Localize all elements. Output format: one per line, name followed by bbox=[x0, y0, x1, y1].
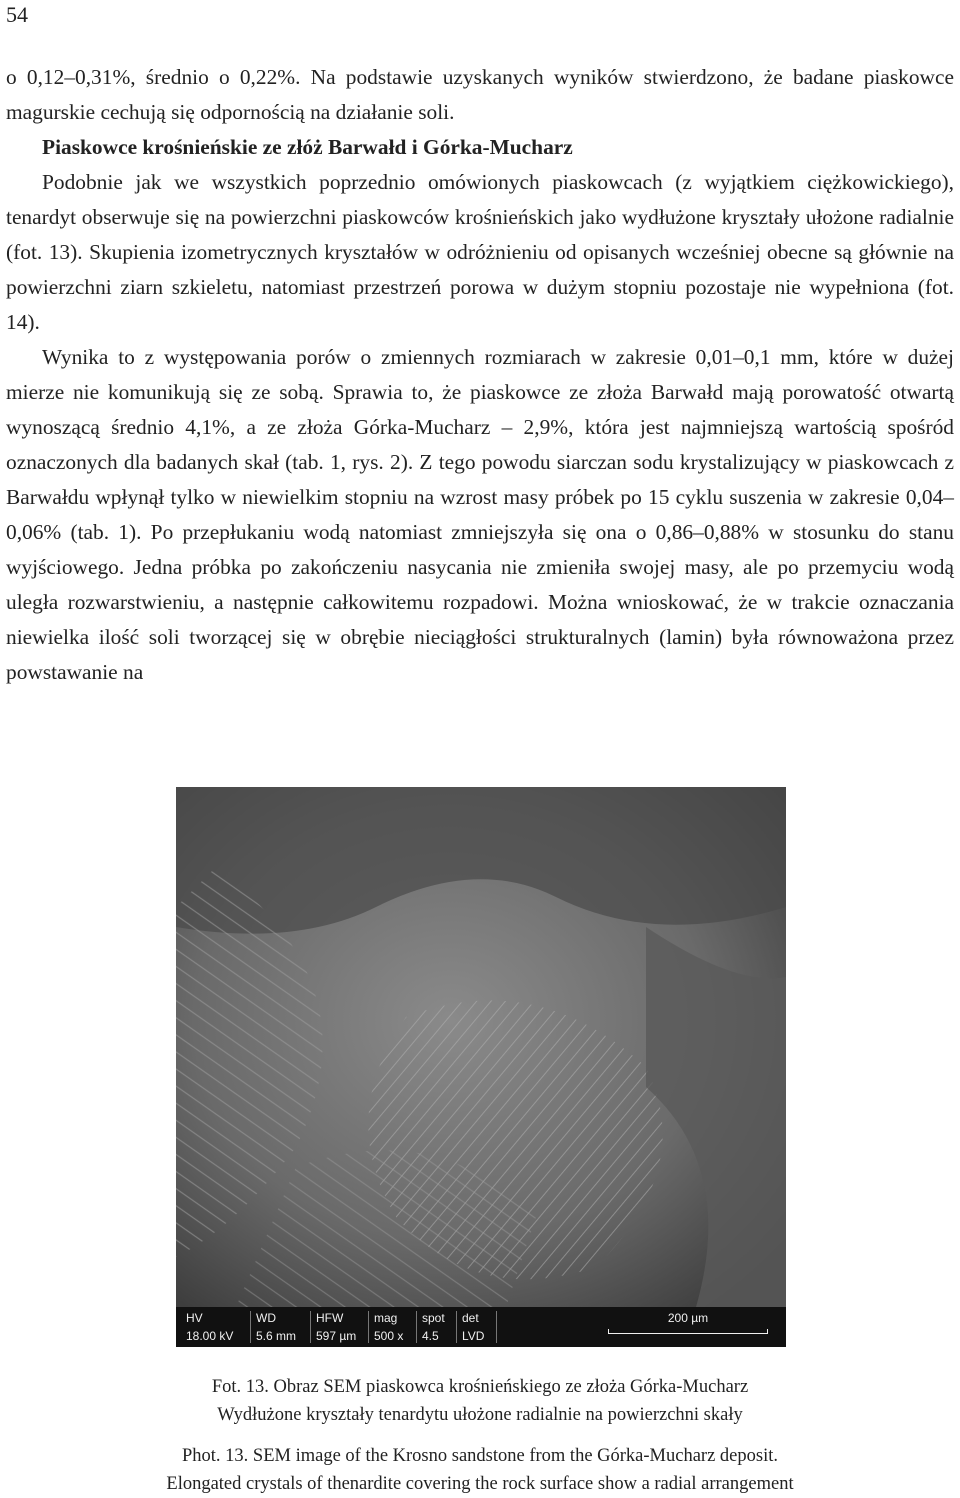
databar-spot: spot 4.5 bbox=[418, 1311, 457, 1343]
databar-wd: WD 5.6 mm bbox=[252, 1311, 311, 1343]
scale-bar bbox=[608, 1311, 768, 1343]
paragraph-continued: o 0,12–0,31%, średnio o 0,22%. Na podstawie uzyskanych wyników stwierdzono, że badane piaskowce magurskie cechują się odpornością na działanie soli. bbox=[6, 65, 954, 124]
databar-det: det LVD bbox=[458, 1311, 497, 1343]
sem-photo bbox=[176, 787, 786, 1347]
caption-pl-line2: Wydłużone kryształy tenardytu ułożone radialnie na powierzchni skały bbox=[217, 1405, 743, 1425]
caption-pl-line1: Fot. 13. Obraz SEM piaskowca krośnieńskiego ze złoża Górka-Mucharz bbox=[211, 1377, 749, 1397]
body-text bbox=[6, 60, 954, 690]
scale-value: 200 µm bbox=[667, 1311, 709, 1325]
scale-line bbox=[608, 1329, 768, 1334]
paragraph-2: Wynika to z występowania porów o zmiennych rozmiarach w zakresie 0,01–0,1 mm, które w dużej mierze nie komunikują się ze sobą. Sprawia to, że piaskowce ze złoża Barwałd mają porowatość otwartą wynoszącą średnio 4,1%, a ze złoża Górka-Mucharz – 2,9%, która jest najmniejszą wartością spośród oznaczonych dla badanych skał (tab. 1, rys. 2). Z tego powodu siarczan sodu krystalizujący w piaskowcach z Barwałdu wpłynął tylko w niewielkim stopniu na wzrost masy próbek po 15 cyklu suszenia w zakresie 0,04–0,06% (tab. 1). Po przepłukaniu wodą natomiast zmniejszyła się ona o 0,86–0,88% w stosunku do stanu wyjściowego. Jedna próbka po zakończeniu nasycania nie zmieniła swojej masy, ale po przemyciu wodą uległa rozwarstwieniu, a następnie całkowitemu rozpadowi. Można wnioskować, że w trakcie oznaczania niewielka ilość soli tworzącej się w obrębie nieciągłości strukturalnych (lamin) była równoważona przez powstawanie na bbox=[6, 345, 954, 684]
databar-hv: HV 18.00 kV bbox=[182, 1311, 251, 1343]
caption-en-line1: Phot. 13. SEM image of the Krosno sandstone from the Górka-Mucharz deposit. bbox=[181, 1446, 778, 1466]
section-title: Piaskowce krośnieńskie ze złóż Barwałd i Górka-Mucharz bbox=[42, 135, 573, 159]
sem-crystal-image bbox=[176, 787, 786, 1307]
databar-hfw: HFW 597 µm bbox=[312, 1311, 369, 1343]
paragraph-1: Podobnie jak we wszystkich poprzednio omówionych piaskowcach (z wyjątkiem ciężkowickiego), tenardyt obserwuje się na powierzchni piaskowców krośnieńskich jako wydłużone kryształy ułożone radialnie (fot. 13). Skupienia izometrycznych kryształów w odróżnieniu od opisanych wcześniej obecne są głównie na powierzchni ziarn szkieletu, natomiast przestrzeń porowa w dużym stopniu pozostaje nie wypełniona (fot. 14). bbox=[6, 170, 954, 334]
databar-mag: mag 500 x bbox=[370, 1311, 417, 1343]
sem-databar bbox=[176, 1307, 786, 1347]
caption-en-line2: Elongated crystals of thenardite covering the rock surface show a radial arrangement bbox=[166, 1474, 794, 1494]
page-number: 54 bbox=[6, 2, 28, 27]
